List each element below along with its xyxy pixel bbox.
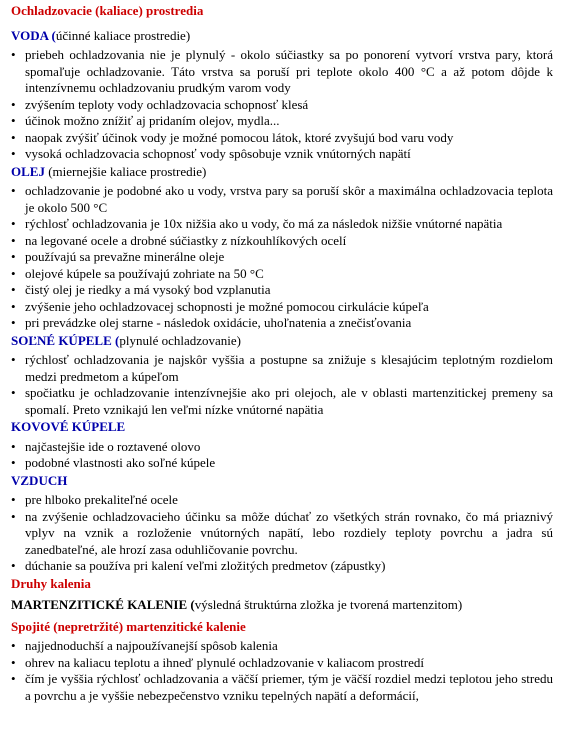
section-heading-solne-kupele: SOĽNÉ KÚPELE (plynulé ochladzovanie): [11, 332, 242, 348]
list-item: • naopak zvýšiť účinok vody je možné pomocou látok, ktoré zvyšujú bod varu vody: [11, 130, 553, 147]
list-item: • používajú sa prevažne minerálne oleje: [11, 249, 553, 266]
document: [11, 3, 553, 705]
list-solne-kupele: [11, 352, 553, 418]
list-item: • priebeh ochladzovania nie je plynulý - okolo súčiastky sa po ponorení vytvorí vrstva pary, ktorá spomaľuje ochladzovanie. Táto vrstva sa poruší pri teplote okolo 400 °C a až potom dôjde k intenzívnemu ochladzovaniu prudkým varom vody: [11, 47, 553, 97]
list-item: • účinok možno znížiť aj pridaním olejov, mydla...: [11, 113, 553, 130]
list-item: • ohrev na kaliacu teplotu a ihneď plynulé ochladzovanie v kaliacom prostredí: [11, 655, 553, 672]
list-item: • pre hlboko prekaliteľné ocele: [11, 492, 553, 509]
section-heading-voda: VODA (účinné kaliace prostredie): [11, 27, 191, 43]
list-olej: [11, 183, 553, 332]
list-item: • čím je vyššia rýchlosť ochladzovania a väčší priemer, tým je väčší rozdiel medzi teplotou jeho stredu a povrchu a je vyššie nebezpečenstvo vzniku tepelných napätí a deformácií,: [11, 671, 553, 704]
list-item: • ochladzovanie je podobné ako u vody, vrstva pary sa poruší skôr a maximálna ochladzovacia teplota je okolo 500 °C: [11, 183, 553, 216]
list-item: • podobné vlastnosti ako soľné kúpele: [11, 455, 553, 472]
list-item: • na zvýšenie ochladzovacieho účinku sa môže dúchať zo všetkých strán rovnako, čo má priaznivý vplyv na vznik a rozloženie vnútorných napätí, lebo rozdiely teploty povrchu a jadra sú zanedbateľné, ale hrozí zasa oduhličovanie povrchu.: [11, 509, 553, 559]
list-item: • zvýšením teploty vody ochladzovacia schopnosť klesá: [11, 97, 553, 114]
list-item: • na legované ocele a drobné súčiastky z nízkouhlíkových ocelí: [11, 233, 553, 250]
list-item: • najjednoduchší a najpoužívanejší spôsob kalenia: [11, 638, 553, 655]
druhy-kalenia-heading: Druhy kalenia: [11, 575, 91, 591]
martenziticke-kalenie-heading: MARTENZITICKÉ KALENIE (výsledná štruktúrna zložka je tvorená martenzitom): [11, 597, 463, 612]
list-kovove-kupele: [11, 439, 553, 472]
section-heading-kovove-kupele: KOVOVÉ KÚPELE: [11, 419, 126, 434]
list-item: • olejové kúpele sa používajú zohriate na 50 °C: [11, 266, 553, 283]
section-heading-vzduch: VZDUCH: [11, 472, 68, 488]
list-voda: [11, 47, 553, 163]
list-item: • vysoká ochladzovacia schopnosť vody spôsobuje vznik vnútorných napätí: [11, 146, 553, 163]
list-item: • najčastejšie ide o roztavené olovo: [11, 439, 553, 456]
list-vzduch: [11, 492, 553, 575]
list-item: • rýchlosť ochladzovania je 10x nižšia ako u vody, čo má za následok nižšie vnútorné napätia: [11, 216, 553, 233]
list-item: • spočiatku je ochladzovanie intenzívnejšie ako pri olejoch, ale v oblasti martenzitickej premeny sa spomalí. Preto vznikajú len veľmi nízke vnútorné napätia: [11, 385, 553, 418]
list-item: • zvýšenie jeho ochladzovacej schopnosti je možné pomocou cirkulácie kúpeľa: [11, 299, 553, 316]
list-item: • pri prevádzke olej starne - následok oxidácie, uhoľnatenia a znečisťovania: [11, 315, 553, 332]
list-spojite-kalenie: [11, 638, 553, 704]
list-item: • dúchanie sa používa pri kalení veľmi zložitých predmetov (zápustky): [11, 558, 553, 575]
section-heading-olej: OLEJ (miernejšie kaliace prostredie): [11, 163, 207, 179]
page-title: Ochladzovacie (kaliace) prostredia: [11, 3, 204, 18]
list-item: • čistý olej je riedky a má vysoký bod vzplanutia: [11, 282, 553, 299]
list-item: • rýchlosť ochladzovania je najskôr vyššia a postupne sa znižuje s klesajúcim teplotným rozdielom medzi predmetom a kúpeľom: [11, 352, 553, 385]
spojite-kalenie-heading: Spojité (nepretržité) martenzitické kalenie: [11, 618, 246, 634]
